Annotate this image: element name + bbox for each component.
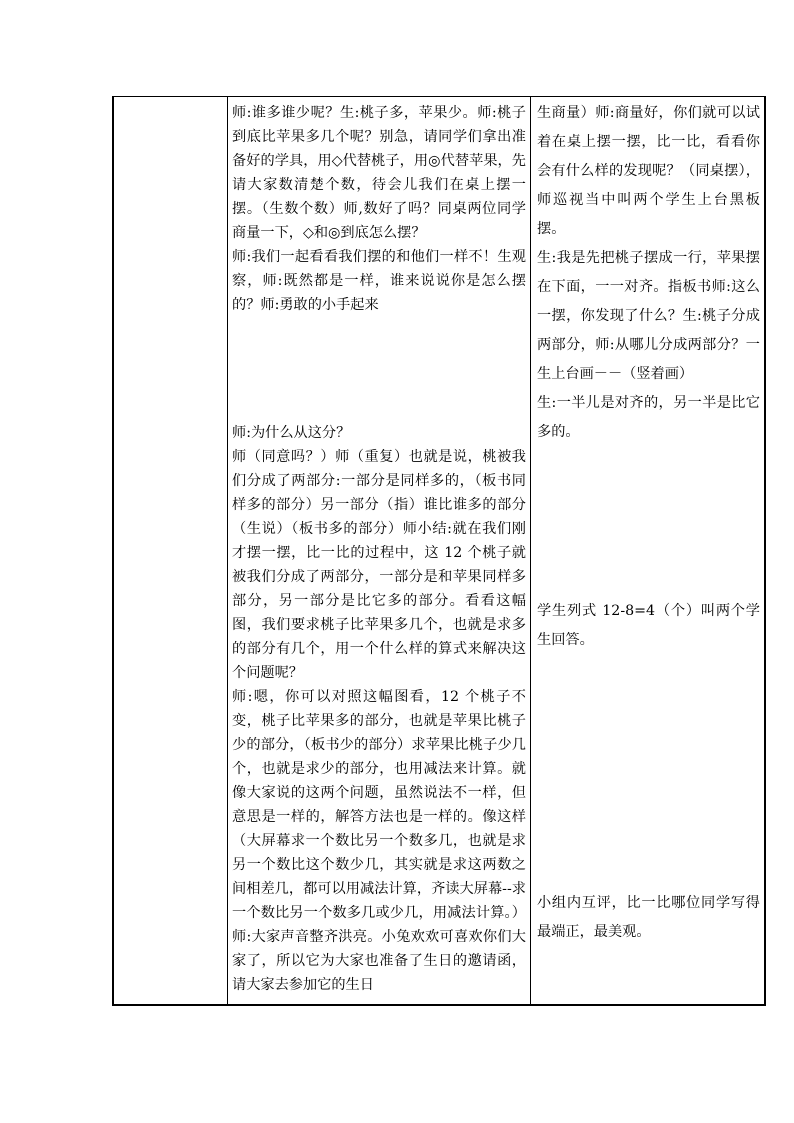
teacher-activity-column — [228, 97, 531, 1004]
teacher-paragraph: 师:嗯，你可以对照这幅图看，12 个桃子不变，桃子比苹果多的部分，也就是苹果比桃子少的部分，（板书少的部分）求苹果比桃子少几个，也就是求少的部分，也用减法来计算。就像大家说的这两个问题，虽然说法不一样，但意思是一样的，解答方法也是一样的。像这样（大屏幕求一个数比另一个数多几，也就是求另一个数比这个数少几，其实就是求这两数之间相差几，都可以用减法计算，齐读大屏幕--求一个数比另一个数多几或少几，用减法计算。）师:大家声音整齐洪亮。小兔欢欢可喜欢你们大家了，所以它为大家也准备了生日的邀请函，请大家去参加它的生日 — [232, 689, 526, 993]
teacher-paragraph: 师:为什么从这分？ — [232, 425, 351, 441]
teacher-paragraph: 师（同意吗？）师（重复）也就是说，桃被我们分成了两部分:一部分是同样多的，（板书同样多的部分）另一部分（指）谁比谁多的部分（生说）（板书多的部分）师小结:就在我们刚才摆一摆，比一比的过程中，这 12 个桃子就被我们分成了两部分，一部分是和苹果同样多部分，另一部分是比它多的部分。看看这幅图，我们要求桃子比苹果多几个，也就是求多的部分有几个，用一个什么样的算式来解决这个问题呢？ — [232, 449, 526, 681]
student-paragraph: 生商量）师:商量好，你们就可以试着在桌上摆一摆，比一比，看看你会有什么样的发现呢？（同桌摆），师巡视当中叫两个学生上台黑板摆。 — [537, 105, 760, 237]
teacher-block-2 — [232, 421, 526, 997]
student-paragraph: 学生列式 12-8=4（个）叫两个学生回答。 — [537, 603, 760, 648]
teacher-block-1 — [232, 101, 526, 317]
student-paragraph: 小组内互评，比一比哪位同学写得最端正，最美观。 — [537, 895, 760, 940]
section-column — [114, 97, 228, 1004]
student-block-2 — [537, 597, 760, 655]
teacher-paragraph: 师:谁多谁少呢？生:桃子多，苹果少。师:桃子到底比苹果多几个呢？别急，请同学们拿出准备好的学具，用◇代替桃子，用◎代替苹果，先请大家数清楚个数，待会儿我们在桌上摆一摆。（生数个数）师,数好了吗？同桌两位同学商量一下，◇和◎到底怎么摆？ — [232, 105, 526, 241]
student-block-3 — [537, 889, 760, 947]
student-paragraph: 生:一半儿是对齐的，另一半是比它多的。 — [537, 395, 760, 440]
student-paragraph: 生:我是先把桃子摆成一行，苹果摆在下面，一一对齐。指板书师:这么一摆，你发现了什么？生:桃子分成两部分，师:从哪儿分成两部分？一生上台画－－（竖着画） — [537, 250, 760, 382]
teacher-paragraph: 师:我们一起看看我们摆的和他们一样不！生观察，师:既然都是一样，谁来说说你是怎么摆的？师:勇敢的小手起来 — [232, 249, 526, 313]
lesson-plan-table — [112, 96, 766, 1006]
student-activity-column — [531, 97, 764, 1004]
student-block-1 — [537, 99, 760, 447]
